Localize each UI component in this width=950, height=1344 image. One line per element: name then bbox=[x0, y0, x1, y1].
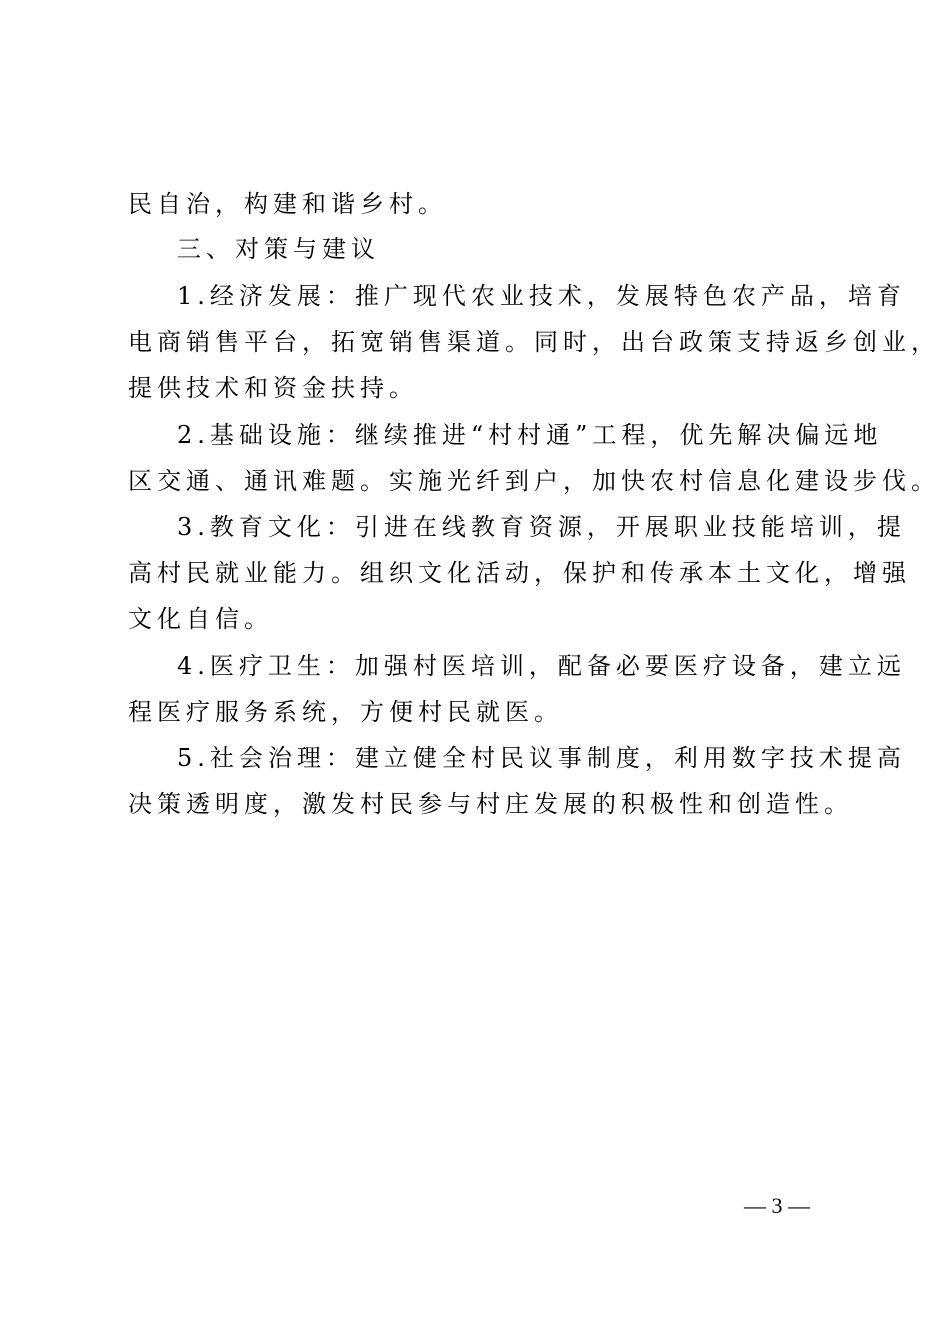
paragraph-line: 区交通、通讯难题。实施光纤到户，加快农村信息化建设步伐。 bbox=[128, 467, 940, 495]
paragraph-line: 3.教育文化：引进在线教育资源，开展职业技能培训，提 bbox=[177, 513, 906, 541]
paragraph-line: 文化自信。 bbox=[128, 605, 273, 633]
paragraph-line: 2.基础设施：继续推进“村村通”工程，优先解决偏远地 bbox=[177, 421, 883, 449]
section-heading: 三、对策与建议 bbox=[177, 235, 380, 263]
paragraph-line: 高村民就业能力。组织文化活动，保护和传承本土文化，增强 bbox=[128, 559, 911, 587]
continuation-text: 民自治，构建和谐乡村。 bbox=[128, 190, 447, 218]
page-number: — 3 — bbox=[744, 1193, 810, 1218]
paragraph-line: 5.社会治理：建立健全村民议事制度，利用数字技术提高 bbox=[177, 744, 906, 772]
paragraph-line: 电商销售平台，拓宽销售渠道。同时，出台政策支持返乡创业， bbox=[128, 328, 940, 356]
paragraph-line: 程医疗服务系统，方便村民就医。 bbox=[128, 698, 563, 726]
paragraph-line: 提供技术和资金扶持。 bbox=[128, 374, 418, 402]
paragraph-line: 4.医疗卫生：加强村医培训，配备必要医疗设备，建立远 bbox=[177, 652, 906, 680]
paragraph-line: 1.经济发展：推广现代农业技术，发展特色农产品，培育 bbox=[177, 282, 906, 310]
paragraph-line: 决策透明度，激发村民参与村庄发展的积极性和创造性。 bbox=[128, 790, 853, 818]
